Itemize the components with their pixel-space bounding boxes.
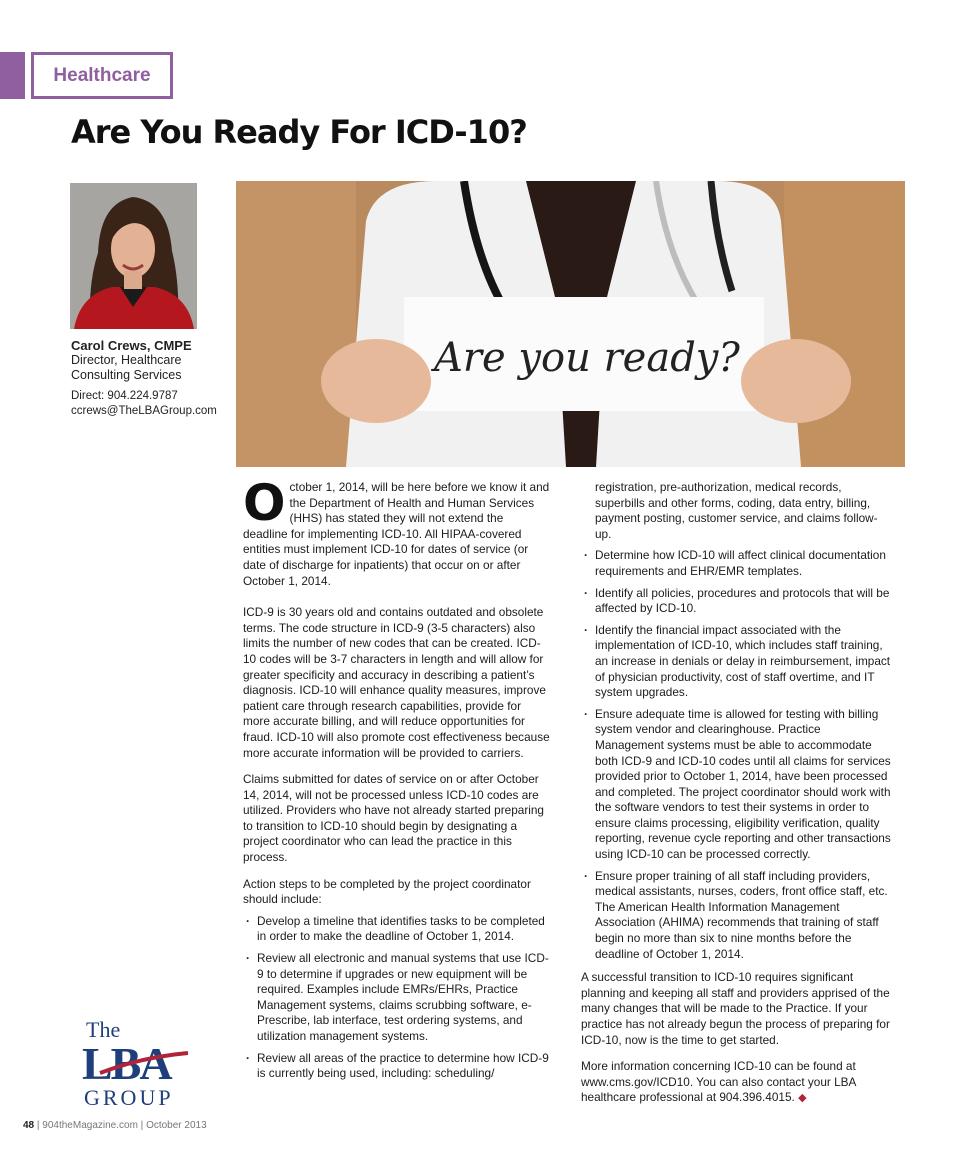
list-item: · Identify the financial impact associated with the implementation of ICD-10, which includes staff training, an increase in denials or delay in reimbursement, impact of physician productivity, cost of staff overtime, and IT system upgrades. [581,623,892,701]
list-item: · Review all areas of the practice to determine how ICD-9 is currently being used, including: scheduling/ [243,1051,551,1082]
page-number: 48 [23,1120,35,1131]
action-list-1 [243,914,551,1082]
paragraph-action-steps: Action steps to be completed by the project coordinator should include: [243,876,531,907]
list-item: · Develop a timeline that identifies tasks to be completed in order to make the deadline of October 1, 2014. [243,914,551,945]
section-tag-bar [0,52,25,99]
hero-sign-text: Are you ready? [434,335,740,381]
list-item: · Ensure proper training of all staff including providers, medical assistants, nurses, coders, front office staff, etc. The American Health Information Management Association (AHIMA) recommends that training of staff begin no more than six to nine months before the deadline of October 1, 2014. [581,869,892,963]
intro-text: ctober 1, 2014, will be here before we know it and the Department of Health and Human Services (HHS) has stated they will not extend the deadline for implementing ICD-10. All HIPAA-covered entities must implement ICD-10 for dates of service (or date of discharge for inpatients) that occur on or after October 1, 2014. [243,480,550,588]
more-info-text: More information concerning ICD-10 can be found at www.cms.gov/ICD10. You can also contact your LBA healthcare professional at 904.396.4015. [581,1059,856,1105]
end-mark-icon: ◆ [798,1092,807,1105]
section-tag-label: Healthcare [53,64,151,86]
article-column-2 [581,480,892,1118]
list-item-continuation: registration, pre-authorization, medical records, superbills and other forms, coding, data entry, billing, payment posting, customer service, and claims follow-up. [595,480,878,541]
logo-lba: LBA [82,1038,171,1089]
paragraph-transition: A successful transition to ICD-10 requires significant planning and keeping all staff and providers apprised of the many changes that will be made to the Practice. If your practice has not already begun the process of preparing for ICD-10, now is the time to get started. [581,970,890,1047]
article-column-1 [243,474,551,1090]
action-list-2 [581,548,892,962]
list-item: · Identify all policies, procedures and protocols that will be affected by ICD-10. [581,586,892,617]
paragraph-more-info [581,1059,892,1107]
footer-issue: October 2013 [146,1120,207,1131]
author-role-line1: Director, Healthcare [71,353,182,367]
paragraph-claims: Claims submitted for dates of service on or after October 14, 2014, will not be processed unless ICD-10 codes are utilized. Providers who have not already started preparing to transition to ICD-10 should begin by designating a project coordinator who can lead the practice in this process. [243,772,544,865]
page-footer [23,1120,207,1131]
author-info [71,338,231,419]
paragraph-icd9: ICD-9 is 30 years old and contains outdated and obsolete terms. The code structure in ICD-9 (3-5 characters) also limits the number of new codes that can be created. ICD-10 codes will be 3-7 characters in length and will allow for greater specificity and accuracy in describing a patient’s diagnosis. ICD-10 will enhance quality measures, improve patient care through research capabilities, provide for more accurate billing, and will reduce opportunities for fraud. ICD-10 will also promote cost effectiveness because more accurate information will be provided to carriers. [243,605,550,760]
logo-group: GROUP [84,1085,174,1109]
footer-site: 904theMagazine.com [42,1120,138,1131]
author-phone: Direct: 904.224.9787 [71,390,178,402]
author-name: Carol Crews, CMPE [71,338,192,353]
footer-separator: | [34,1120,43,1131]
list-item: · Ensure adequate time is allowed for testing with billing system vendor and clearinghouse. Practice Management systems must be able to accommodate both ICD-9 and ICD-10 codes until all claims for services provided prior to October 1, 2014, have been processed and completed. The project coordinator should work with the software vendors to test their systems in order to ensure claims processing, eligibility verification, quality reporting, revenue cycle reporting and other transactions using ICD-10 can be processed correctly. [581,707,892,863]
section-tag [31,52,173,99]
author-role-line2: Consulting Services [71,368,182,382]
article-title: Are You Ready For ICD-10? [71,113,527,151]
logo-the: The [86,1017,121,1042]
author-photo [70,183,197,329]
list-item: · Review all electronic and manual systems that use ICD-9 to determine if upgrades or new equipment will be required. Examples include EMRs/EHRs, Practice Management systems, claims scrubbing software, e-Prescribe, lab interface, test ordering systems, and utilization management systems. [243,951,551,1045]
drop-cap: O [243,474,286,532]
paragraph-intro [243,474,551,589]
hero-photo [236,181,905,467]
lba-group-logo [82,1017,192,1109]
list-item: · Determine how ICD-10 will affect clinical documentation requirements and EHR/EMR templates. [581,548,892,579]
footer-separator: | [137,1120,147,1131]
author-email[interactable]: ccrews@TheLBAGroup.com [71,405,217,417]
